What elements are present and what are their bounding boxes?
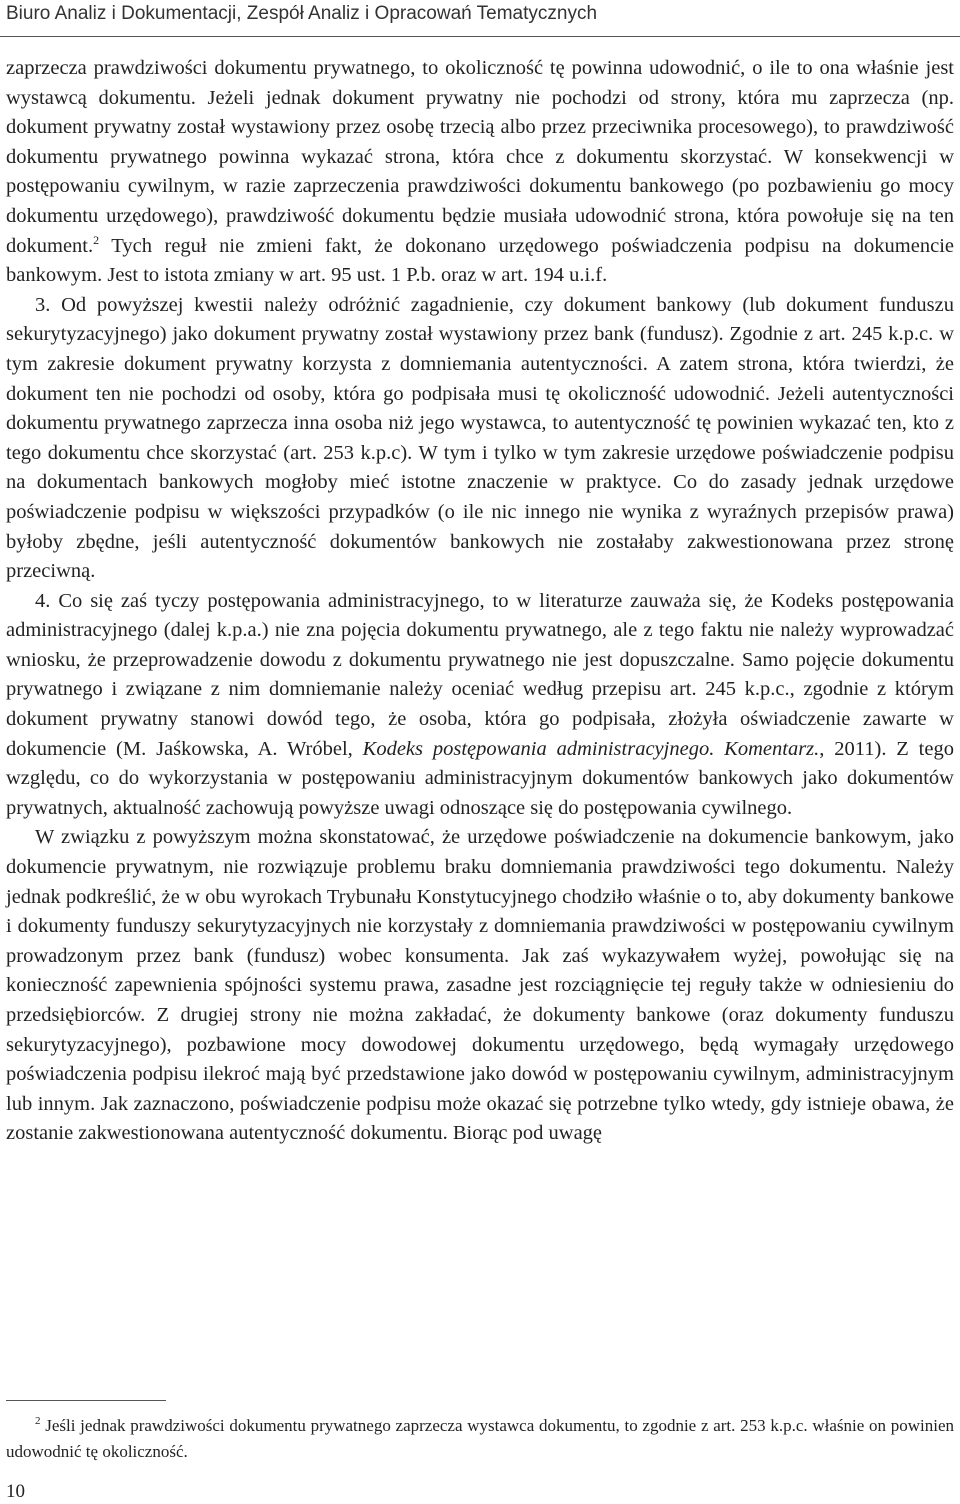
paragraph-1-text-a: zaprzecza prawdziwości dokumentu prywatnego, to okoliczność tę powinna udowodnić, o ile to ona właśnie jest wystawcą dokumentu. Jeżeli jednak dokument prywatny nie pochodzi od strony, która mu zaprzecza (np. dokument prywatny został wystawiony przez osobę trzecią albo przez przeciwnika procesowego), to prawdziwość dokumentu prywatnego powinna wykazać strona, która chce z dokumentu skorzystać. W konsekwencji w postępowaniu cywilnym, w razie zaprzeczenia prawdziwości dokumentu bankowego (po pozbawieniu go mocy dokumentu urzędowego), prawdziwość dokumentu będzie musiała udowodnić strona, która powołuje się na ten dokument.: [6, 57, 954, 257]
main-text: [6, 54, 954, 1149]
paragraph-3-text-a: 4. Co się zaś tyczy postępowania administracyjnego, to w literaturze zauważa się, że Kodeks postępowania administracyjnego (dalej k.p.a.) nie zna pojęcia dokumentu prywatnego, ale z tego faktu nie należy wyprowadzać wniosku, że przeprowadzenie dowodu z dokumentu prywatnego nie jest dopuszczalne. Samo pojęcie dokumentu prywatnego i związane z nim domniemanie należy oceniać według przepisu art. 245 k.p.c., zgodnie z którym dokument prywatny stanowi dowód tego, że osoba, która go podpisała, złożyła oświadczenie zawarte w dokumencie (M. Jaśkowska, A. Wróbel,: [6, 589, 954, 760]
paragraph-4: W związku z powyższym można skonstatować, że urzędowe poświadczenie na dokumencie bankowym, jako dokumencie prywatnym, nie rozwiązuje problemu braku domniemania prawdziwości tego dokumentu. Należy jednak podkreślić, że w obu wyrokach Trybunału Konstytucyjnego chodziło właśnie o to, aby dokumenty bankowe i dokumenty funduszy sekurytyzacyjnych nie korzystały z domniemania prawdziwości w postępowaniu cywilnym prowadzonym przez bank (fundusz) wobec konsumenta. Jak zaś wykazywałem wyżej, powołując się na konieczność zapewnienia spójności systemu prawa, zasadne jest rozciągnięcie tej reguły także w odniesieniu do przedsiębiorców. Z drugiej strony nie można zakładać, że dokumenty bankowe (oraz dokumenty funduszu sekurytyzacyjnego), pozbawione mocy dowodowej dokumentu urzędowego, będą wymagały urzędowego poświadczenia podpisu ilekroć mają być przedstawione jako dowód w postępowaniu cywilnym, administracyjnym lub innym. Jak zaznaczono, poświadczenie podpisu może okazać się potrzebne tylko wtedy, gdy istnieje obawa, że zostanie zakwestionowana autentyczność dokumentu. Biorąc pod uwagę: [6, 826, 954, 1145]
paragraph-1-text-b: Tych reguł nie zmieni fakt, że dokonano urzędowego poświadczenia podpisu na dokumencie bankowym. Jest to istota zmiany w art. 95 ust. 1 P.b. oraz w art. 194 u.i.f.: [6, 234, 954, 287]
page-number: 10: [6, 1481, 25, 1502]
footnote-reference[interactable]: 2: [93, 232, 100, 247]
paragraph-1: [6, 54, 954, 291]
paragraph-3-text-b: , 2011). Z tego względu, co do wykorzystania w postępowaniu administracyjnym dokumentów bankowych jako dokumentów prywatnych, aktualność zachowują powyższe uwagi odnoszące się do postępowania cywilnego.: [6, 737, 954, 819]
paragraph-3: [6, 587, 954, 824]
footnote-number: 2: [35, 1415, 41, 1427]
footnote-text: Jeśli jednak prawdziwości dokumentu prywatnego zaprzecza wystawca dokumentu, to zgodnie z art. 253 k.p.c. właśnie on powinien udowodnić tę okoliczność.: [6, 1416, 955, 1461]
header-divider: [0, 36, 960, 37]
running-header: Biuro Analiz i Dokumentacji, Zespół Analiz i Opracowań Tematycznych: [6, 3, 598, 24]
paragraph-2: 3. Od powyższej kwestii należy odróżnić zagadnienie, czy dokument bankowy (lub dokument funduszu sekurytyzacyjnego) jako dokument prywatny został wystawiony przez bank (fundusz). Zgodnie z art. 245 k.p.c. w tym zakresie dokument prywatny korzysta z domniemania autentyczności. A zatem strona, która twierdzi, że dokument ten nie pochodzi od osoby, która go podpisała musi tę okoliczność udowodnić. Jeżeli autentyczności dokumentu prywatnego zaprzecza inna osoba niż jego wystawca, to autentyczność tę powinien wykazać ten, kto z tego dokumentu chce skorzystać (art. 253 k.p.c). W tym i tylko w tym zakresie urzędowe poświadczenie podpisu na dokumentach bankowych mogłoby mieć istotne znaczenie w praktyce. Co do zasady jednak urzędowe poświadczenie podpisu w większości przypadków (o ile nic innego nie wynika z wyraźnych przepisów prawa) byłoby zbędne, jeśli autentyczność dokumentów bankowych nie zostałaby zakwestionowana przez stronę przeciwną.: [6, 293, 954, 583]
footnote-divider: [6, 1400, 166, 1401]
footnote: [6, 1413, 954, 1465]
cited-book-title: Kodeks postępowania administracyjnego. Komentarz.: [362, 737, 820, 760]
